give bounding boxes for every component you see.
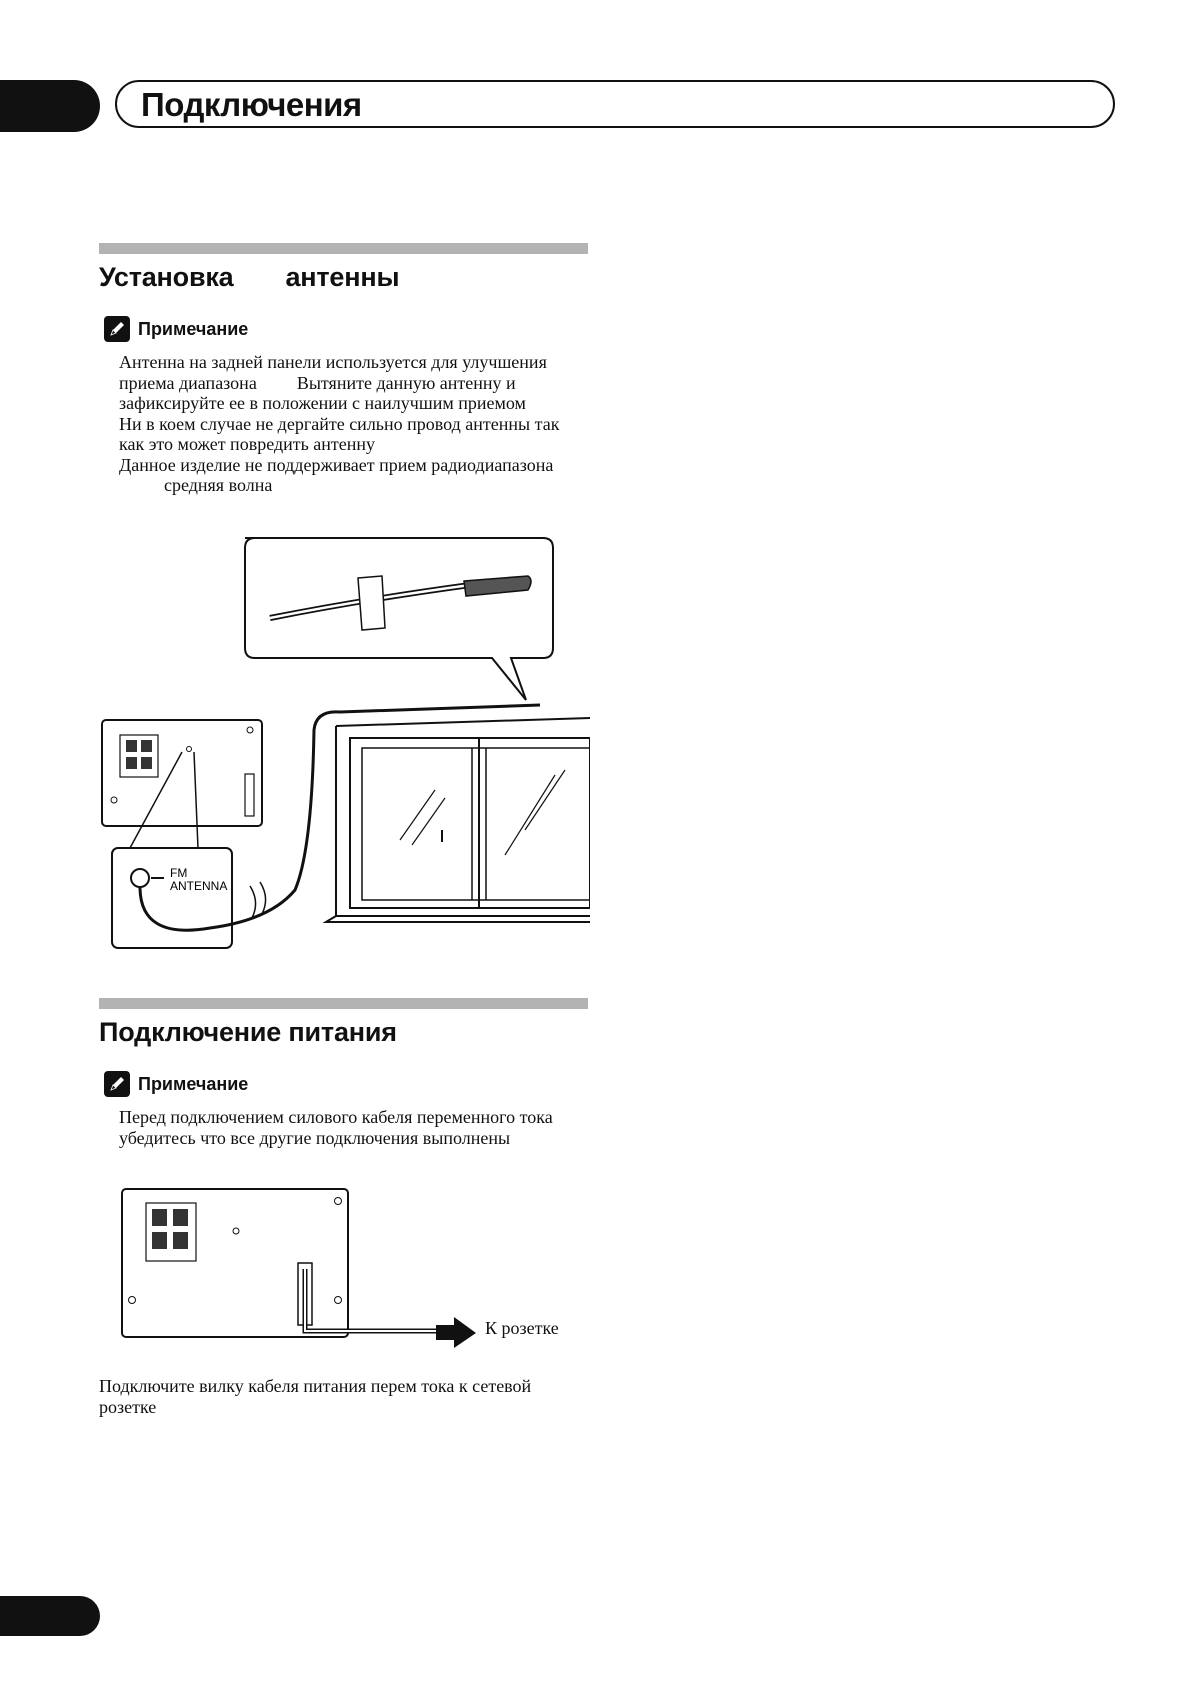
note-body-power: Перед подключением силового кабеля переменного тока убедитесь что все другие подключения выполнены	[119, 1107, 553, 1148]
note-body-antenna: Антенна на задней панели используется для улучшения приема диапазона Вытяните данную антенну и зафиксируйте ее в положении с наилучшим приемом Ни в коем случае не дергайте сильно провод антенны так как это может повредить антенну Данное изделие не поддерживает прием радиодиапазона средняя волна	[119, 352, 560, 495]
fm-label: FM	[170, 866, 188, 880]
section-heading-antenna: Установка антенны	[99, 262, 400, 292]
outlet-label: К розетке	[485, 1318, 559, 1338]
chapter-title-frame	[115, 80, 1115, 128]
section-divider	[99, 243, 588, 254]
note-header: Примечание	[104, 316, 248, 342]
power-connection-figure	[118, 1185, 483, 1350]
chapter-tab	[0, 80, 100, 132]
power-instruction: Подключите вилку кабеля питания перем тока к сетевой розетке	[99, 1376, 532, 1417]
antenna-label: ANTENNA	[170, 879, 228, 893]
section-heading-power: Подключение питания	[99, 1017, 397, 1047]
note-pencil-icon	[104, 1071, 130, 1097]
note-pencil-icon	[104, 316, 130, 342]
section-divider	[99, 998, 588, 1009]
note-header: Примечание	[104, 1071, 248, 1097]
arrow-right-icon	[436, 1317, 476, 1348]
page-title: Подключения	[141, 86, 362, 123]
page-number-tab	[0, 1596, 100, 1636]
antenna-installation-figure	[100, 530, 590, 950]
